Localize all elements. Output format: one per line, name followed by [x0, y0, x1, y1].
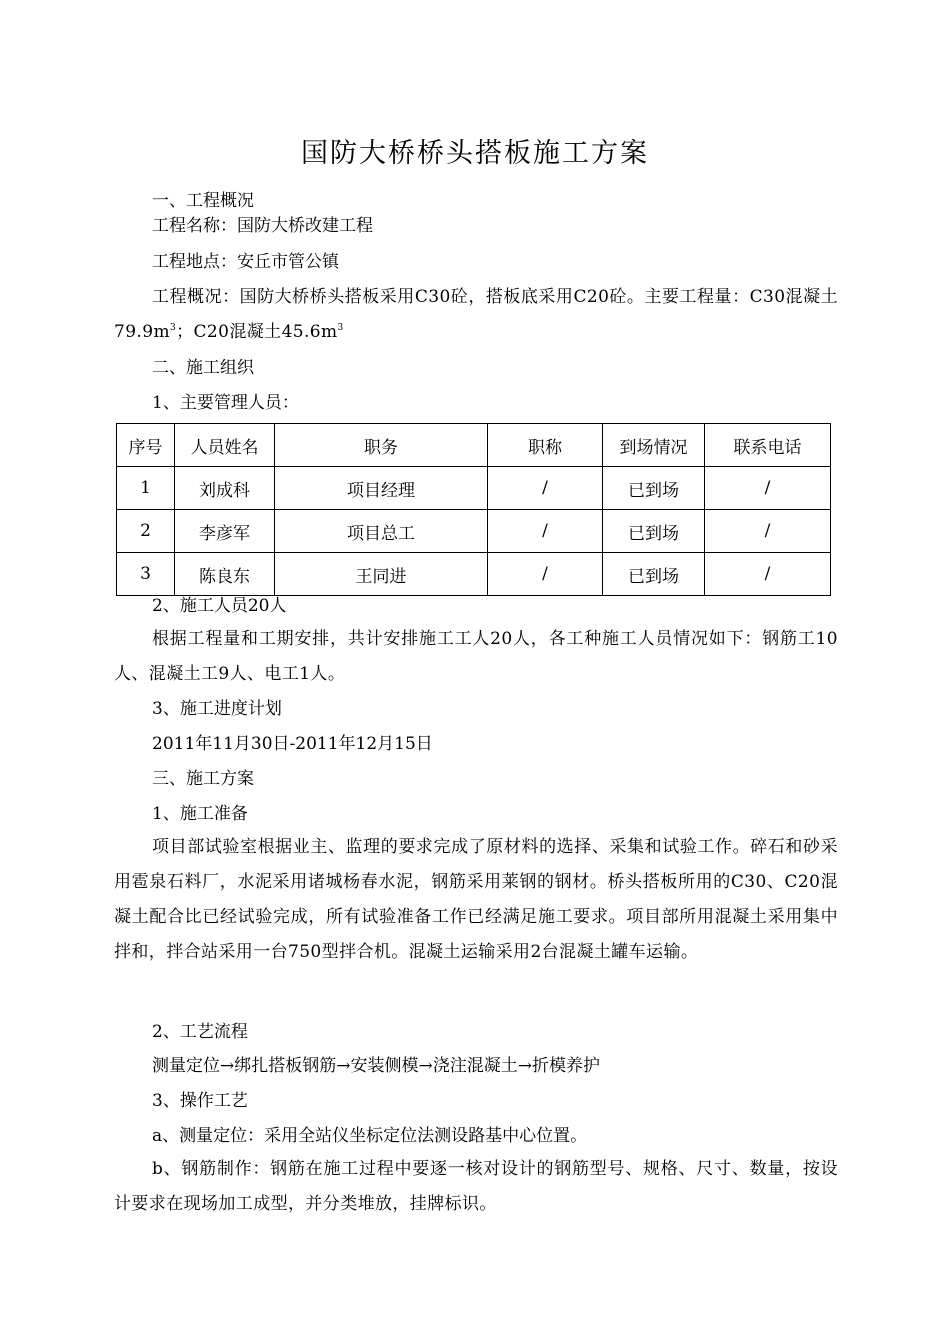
table-row — [117, 510, 831, 553]
table-cell: 3 — [117, 553, 175, 596]
table-cell: 已到场 — [603, 553, 705, 596]
project-overview-paragraph — [114, 280, 838, 350]
subheading-operation: 3、操作工艺 — [152, 1091, 248, 1111]
subheading-process-flow: 2、工艺流程 — [152, 1022, 248, 1042]
process-flow: 测量定位→绑扎搭板钢筋→安装侧模→浇注混凝土→折模养护 — [152, 1056, 600, 1076]
header-cell: 职称 — [488, 424, 603, 467]
table-cell: / — [488, 467, 603, 510]
table-cell: / — [705, 510, 831, 553]
header-cell: 职务 — [275, 424, 488, 467]
table-cell: 王同进 — [275, 553, 488, 596]
table-cell: / — [705, 553, 831, 596]
step-a-survey: a、测量定位：采用全站仪坐标定位法测设路基中心位置。 — [152, 1126, 588, 1146]
table-cell: 李彦军 — [175, 510, 275, 553]
table-cell: 2 — [117, 510, 175, 553]
document-title: 国防大桥桥头搭板施工方案 — [301, 138, 649, 169]
staff-table — [116, 423, 831, 596]
cubic-unit-a: 3 — [169, 323, 177, 333]
section-heading-plan: 三、施工方案 — [152, 769, 254, 789]
table-row — [117, 467, 831, 510]
table-cell: / — [488, 510, 603, 553]
cubic-unit-b: 3 — [337, 323, 344, 333]
table-cell: / — [488, 553, 603, 596]
table-cell: 刘成科 — [175, 467, 275, 510]
project-name: 工程名称：国防大桥改建工程 — [152, 216, 373, 236]
step-b-rebar: b、钢筋制作：钢筋在施工过程中要逐一核对设计的钢筋型号、规格、尺寸、数量，按设计要求在现场加工成型，并分类堆放，挂牌标识。 — [114, 1159, 838, 1214]
header-cell: 到场情况 — [603, 424, 705, 467]
preparation-paragraph: 项目部试验室根据业主、监理的要求完成了原材料的选择、采集和试验工作。碎石和砂采用雹泉石料厂，水泥采用诸城杨春水泥，钢筋采用莱钢的钢材。桥头搭板所用的C30、C20混凝土配合比已经试验完成，所有试验准备工作已经满足施工要求。项目部所用混凝土采用集中拌和，拌合站采用一台750型拌合机。混凝土运输采用2台混凝土罐车运输。 — [114, 837, 838, 962]
project-location: 工程地点：安丘市管公镇 — [152, 252, 339, 272]
subheading-schedule: 3、施工进度计划 — [152, 699, 282, 719]
overview-text-b: ；C20混凝土45.6m — [176, 322, 338, 342]
table-cell: 陈良东 — [175, 553, 275, 596]
subheading-preparation: 1、施工准备 — [152, 804, 248, 824]
workers-paragraph: 根据工程量和工期安排，共计安排施工工人20人，各工种施工人员情况如下：钢筋工10人、混凝土工9人、电工1人。 — [114, 629, 838, 684]
table-cell: 项目总工 — [275, 510, 488, 553]
subheading-management: 1、主要管理人员： — [152, 393, 299, 413]
table-header-row — [117, 424, 831, 467]
section-heading-overview: 一、工程概况 — [152, 191, 254, 211]
table-cell: 项目经理 — [275, 467, 488, 510]
table-cell: / — [705, 467, 831, 510]
table-row — [117, 553, 831, 596]
header-cell: 人员姓名 — [175, 424, 275, 467]
table-cell: 已到场 — [603, 510, 705, 553]
overview-text-a: 工程概况：国防大桥桥头搭板采用C30砼，搭板底采用C20砼。主要工程量：C30混凝土79.9m — [114, 287, 838, 342]
section-heading-organization: 二、施工组织 — [152, 358, 254, 378]
header-cell: 序号 — [117, 424, 175, 467]
subheading-workers: 2、施工人员20人 — [152, 596, 287, 616]
table-cell: 已到场 — [603, 467, 705, 510]
header-cell: 联系电话 — [705, 424, 831, 467]
schedule-dates: 2011年11月30日-2011年12月15日 — [152, 734, 433, 754]
table-cell: 1 — [117, 467, 175, 510]
